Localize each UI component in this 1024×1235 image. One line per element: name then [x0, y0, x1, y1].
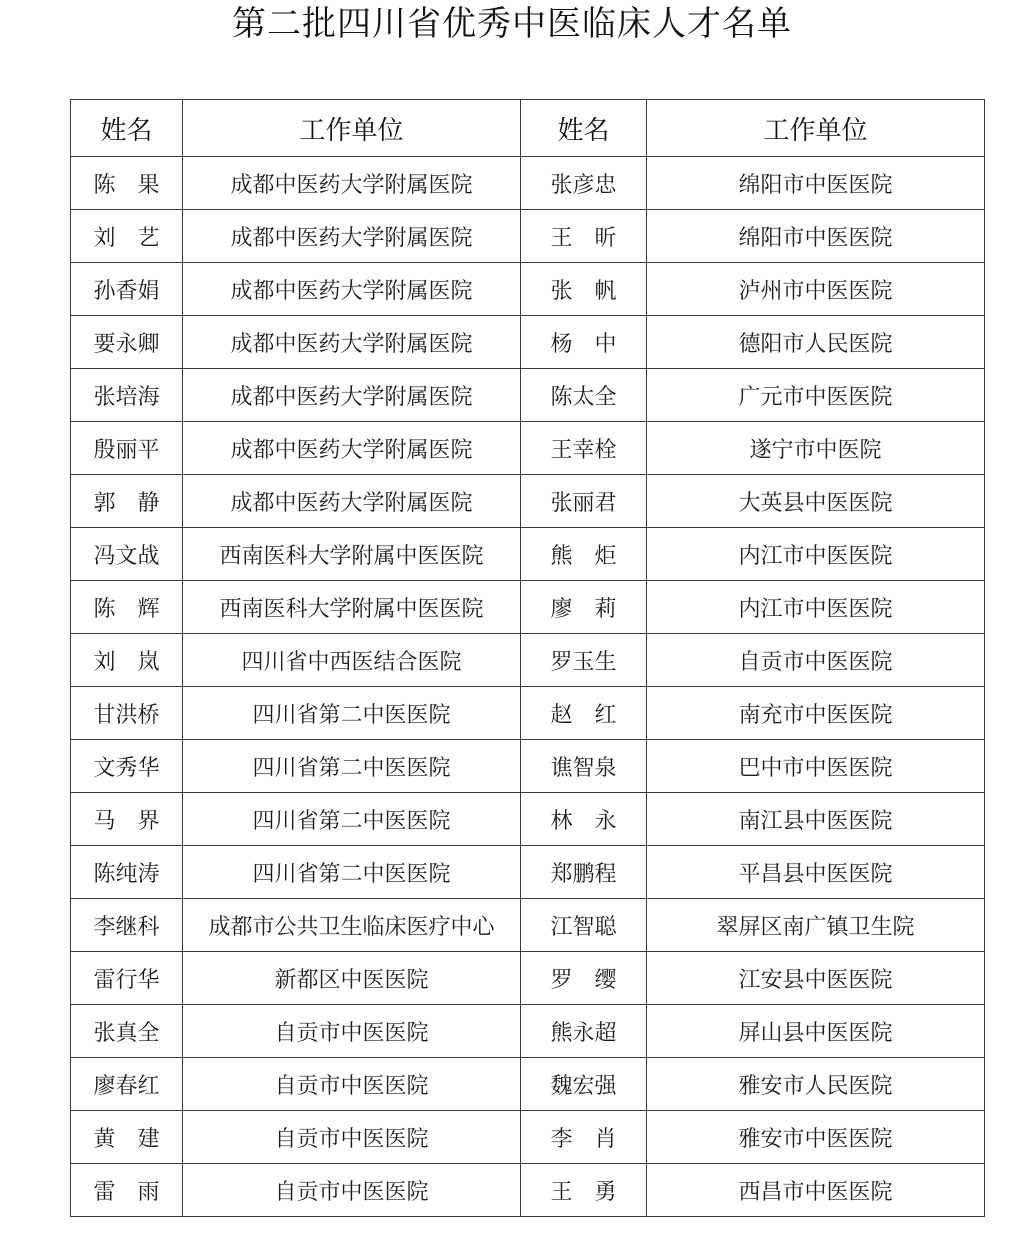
- name-cell: 熊 炬: [521, 528, 647, 581]
- table-row: [71, 263, 985, 316]
- table-row: [71, 846, 985, 899]
- workplace-cell: 广元市中医医院: [647, 369, 985, 422]
- name-cell: 张真全: [71, 1005, 183, 1058]
- name-cell: 江智聪: [521, 899, 647, 952]
- name-cell: 陈 辉: [71, 581, 183, 634]
- workplace-cell: 雅安市中医医院: [647, 1111, 985, 1164]
- workplace-cell: 自贡市中医医院: [183, 1005, 521, 1058]
- name-cell: 黄 建: [71, 1111, 183, 1164]
- name-cell: 甘洪桥: [71, 687, 183, 740]
- workplace-cell: 内江市中医医院: [647, 581, 985, 634]
- workplace-cell: 四川省第二中医医院: [183, 687, 521, 740]
- table-row: [71, 793, 985, 846]
- table-row: [71, 1005, 985, 1058]
- workplace-cell: 四川省第二中医医院: [183, 793, 521, 846]
- table-header-row: [71, 100, 985, 157]
- table-row: [71, 1164, 985, 1217]
- header-name-left: 姓名: [71, 100, 183, 157]
- name-cell: 陈 果: [71, 157, 183, 210]
- name-cell: 罗 缨: [521, 952, 647, 1005]
- name-cell: 张丽君: [521, 475, 647, 528]
- workplace-cell: 成都中医药大学附属医院: [183, 157, 521, 210]
- table-row: [71, 740, 985, 793]
- name-cell: 陈太全: [521, 369, 647, 422]
- workplace-cell: 成都中医药大学附属医院: [183, 263, 521, 316]
- workplace-cell: 南江县中医医院: [647, 793, 985, 846]
- header-workplace-left: 工作单位: [183, 100, 521, 157]
- name-cell: 李继科: [71, 899, 183, 952]
- name-cell: 王 昕: [521, 210, 647, 263]
- workplace-cell: 成都中医药大学附属医院: [183, 422, 521, 475]
- name-cell: 罗玉生: [521, 634, 647, 687]
- workplace-cell: 屏山县中医医院: [647, 1005, 985, 1058]
- name-cell: 马 界: [71, 793, 183, 846]
- page-title: 第二批四川省优秀中医临床人才名单: [232, 4, 792, 44]
- workplace-cell: 绵阳市中医医院: [647, 157, 985, 210]
- workplace-cell: 绵阳市中医医院: [647, 210, 985, 263]
- name-cell: 杨 中: [521, 316, 647, 369]
- name-cell: 殷丽平: [71, 422, 183, 475]
- name-cell: 孙香娟: [71, 263, 183, 316]
- workplace-cell: 西昌市中医医院: [647, 1164, 985, 1217]
- name-cell: 谯智泉: [521, 740, 647, 793]
- workplace-cell: 成都中医药大学附属医院: [183, 475, 521, 528]
- workplace-cell: 成都中医药大学附属医院: [183, 210, 521, 263]
- workplace-cell: 成都中医药大学附属医院: [183, 369, 521, 422]
- workplace-cell: 翠屏区南广镇卫生院: [647, 899, 985, 952]
- name-cell: 文秀华: [71, 740, 183, 793]
- table-row: [71, 475, 985, 528]
- name-cell: 李 肖: [521, 1111, 647, 1164]
- table-row: [71, 1058, 985, 1111]
- name-cell: 刘 岚: [71, 634, 183, 687]
- table-row: [71, 687, 985, 740]
- table-row: [71, 528, 985, 581]
- workplace-cell: 自贡市中医医院: [183, 1058, 521, 1111]
- header-workplace-right: 工作单位: [647, 100, 985, 157]
- name-cell: 冯文战: [71, 528, 183, 581]
- name-cell: 王 勇: [521, 1164, 647, 1217]
- workplace-cell: 平昌县中医医院: [647, 846, 985, 899]
- workplace-cell: 泸州市中医医院: [647, 263, 985, 316]
- workplace-cell: 成都中医药大学附属医院: [183, 316, 521, 369]
- workplace-cell: 西南医科大学附属中医医院: [183, 528, 521, 581]
- talent-roster-table: [70, 99, 985, 1217]
- workplace-cell: 巴中市中医医院: [647, 740, 985, 793]
- workplace-cell: 南充市中医医院: [647, 687, 985, 740]
- workplace-cell: 四川省第二中医医院: [183, 846, 521, 899]
- workplace-cell: 遂宁市中医院: [647, 422, 985, 475]
- workplace-cell: 成都市公共卫生临床医疗中心: [183, 899, 521, 952]
- workplace-cell: 雅安市人民医院: [647, 1058, 985, 1111]
- table-row: [71, 422, 985, 475]
- workplace-cell: 大英县中医医院: [647, 475, 985, 528]
- table-row: [71, 157, 985, 210]
- table-row: [71, 316, 985, 369]
- workplace-cell: 西南医科大学附属中医医院: [183, 581, 521, 634]
- workplace-cell: 四川省中西医结合医院: [183, 634, 521, 687]
- name-cell: 郭 静: [71, 475, 183, 528]
- workplace-cell: 自贡市中医医院: [183, 1164, 521, 1217]
- workplace-cell: 新都区中医医院: [183, 952, 521, 1005]
- workplace-cell: 德阳市人民医院: [647, 316, 985, 369]
- table-row: [71, 369, 985, 422]
- table-row: [71, 899, 985, 952]
- name-cell: 张彦忠: [521, 157, 647, 210]
- name-cell: 刘 艺: [71, 210, 183, 263]
- name-cell: 林 永: [521, 793, 647, 846]
- table-row: [71, 1111, 985, 1164]
- name-cell: 赵 红: [521, 687, 647, 740]
- name-cell: 魏宏强: [521, 1058, 647, 1111]
- name-cell: 廖 莉: [521, 581, 647, 634]
- workplace-cell: 自贡市中医医院: [183, 1111, 521, 1164]
- workplace-cell: 自贡市中医医院: [647, 634, 985, 687]
- table-row: [71, 581, 985, 634]
- name-cell: 张 帆: [521, 263, 647, 316]
- name-cell: 廖春红: [71, 1058, 183, 1111]
- table-row: [71, 952, 985, 1005]
- table-row: [71, 210, 985, 263]
- table-body: [71, 157, 985, 1217]
- name-cell: 陈纯涛: [71, 846, 183, 899]
- name-cell: 要永卿: [71, 316, 183, 369]
- header-name-right: 姓名: [521, 100, 647, 157]
- workplace-cell: 内江市中医医院: [647, 528, 985, 581]
- table-row: [71, 634, 985, 687]
- name-cell: 雷 雨: [71, 1164, 183, 1217]
- name-cell: 郑鹏程: [521, 846, 647, 899]
- name-cell: 王幸栓: [521, 422, 647, 475]
- name-cell: 雷行华: [71, 952, 183, 1005]
- name-cell: 熊永超: [521, 1005, 647, 1058]
- workplace-cell: 江安县中医医院: [647, 952, 985, 1005]
- name-cell: 张培海: [71, 369, 183, 422]
- workplace-cell: 四川省第二中医医院: [183, 740, 521, 793]
